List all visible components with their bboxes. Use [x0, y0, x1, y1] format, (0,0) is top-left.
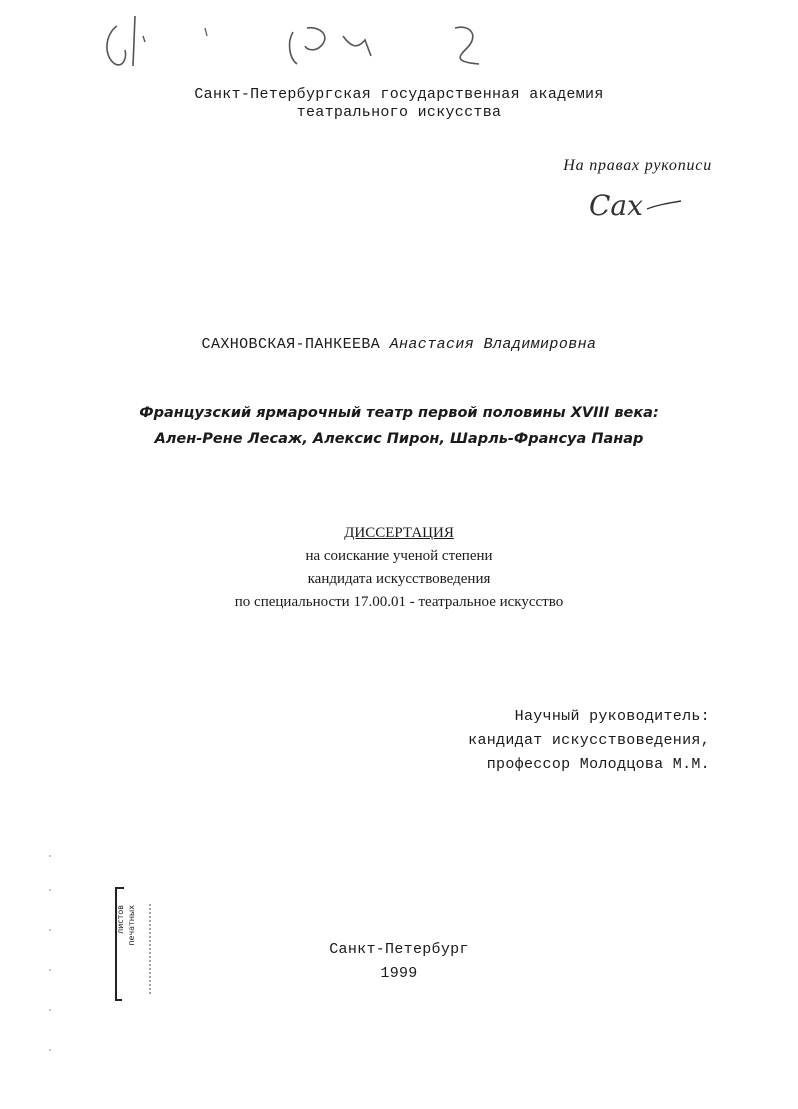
year: 1999 — [380, 965, 418, 982]
specialty-line: по специальности 17.00.01 - театральное искусство — [234, 594, 564, 610]
candidate-line: кандидата искусствоведения — [307, 571, 491, 587]
place-and-year — [0, 938, 798, 986]
institution-line-2: театрального искусства — [296, 104, 502, 121]
degree-line: на соискание ученой степени — [305, 548, 493, 564]
dissertation-heading: ДИССЕРТАЦИЯ — [344, 525, 454, 541]
handwritten-archive-mark — [95, 6, 485, 76]
author-surname: САХНОВСКАЯ-ПАНКЕЕВА — [201, 336, 381, 353]
handwritten-signature — [585, 185, 685, 230]
stamp-line-2: печатных — [127, 905, 136, 946]
supervisor-block — [468, 705, 710, 777]
dissertation-block — [0, 522, 798, 614]
city: Санкт-Петербург — [329, 941, 469, 958]
author-name — [0, 336, 798, 353]
dissertation-title — [0, 400, 798, 452]
title-line-1: Французский ярмарочный театр первой половины XVIII века: — [139, 405, 659, 421]
supervisor-label: Научный руководитель: — [514, 708, 710, 725]
signature-text: Сах — [589, 189, 643, 222]
supervisor-degree: кандидат искусствоведения, — [468, 732, 710, 749]
rights-note: На правах рукописи — [563, 157, 712, 174]
institution-name — [0, 86, 798, 122]
institution-line-1: Санкт-Петербургская государственная академия — [194, 86, 604, 103]
stamp-line-1: листов — [116, 905, 125, 934]
author-given-names: Анастасия Владимировна — [389, 336, 597, 353]
supervisor-name: профессор Молодцова М.М. — [486, 756, 710, 773]
title-line-2: Ален-Рене Лесаж, Алексис Пирон, Шарль-Франсуа Панар — [154, 431, 644, 447]
